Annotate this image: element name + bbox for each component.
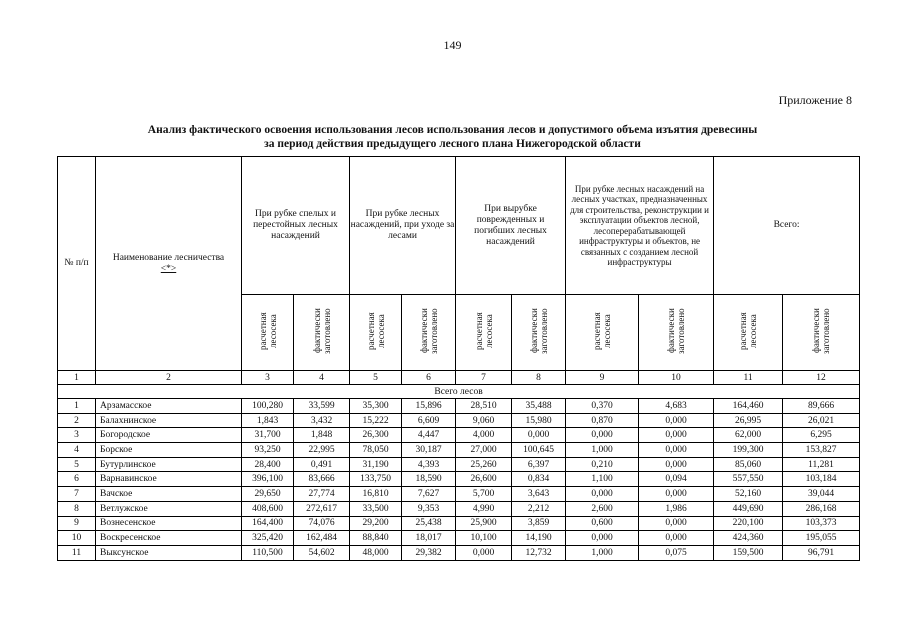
value-cell: 153,827 xyxy=(783,443,860,458)
value-cell: 6,397 xyxy=(512,457,566,472)
value-cell: 31,190 xyxy=(350,457,402,472)
value-cell: 85,060 xyxy=(714,457,783,472)
forest-analysis-table xyxy=(57,156,860,561)
value-cell: 110,500 xyxy=(242,545,294,560)
header-num: № п/п xyxy=(58,157,96,371)
column-number: 12 xyxy=(783,371,860,385)
value-cell: 78,050 xyxy=(350,443,402,458)
subheader-actual: фактически заготовлено xyxy=(294,295,350,371)
value-cell: 29,200 xyxy=(350,516,402,531)
value-cell: 1,000 xyxy=(566,545,639,560)
value-cell: 0,000 xyxy=(639,487,714,502)
value-cell: 35,488 xyxy=(512,399,566,414)
value-cell: 33,500 xyxy=(350,501,402,516)
table-row xyxy=(58,457,860,472)
table-row xyxy=(58,443,860,458)
table-row xyxy=(58,545,860,560)
value-cell: 15,222 xyxy=(350,413,402,428)
value-cell: 4,000 xyxy=(456,428,512,443)
value-cell: 0,094 xyxy=(639,472,714,487)
value-cell: 4,683 xyxy=(639,399,714,414)
value-cell: 16,810 xyxy=(350,487,402,502)
table-row xyxy=(58,501,860,516)
value-cell: 0,000 xyxy=(639,516,714,531)
value-cell: 83,666 xyxy=(294,472,350,487)
row-number-cell: 10 xyxy=(58,531,96,546)
row-number-cell: 4 xyxy=(58,443,96,458)
value-cell: 0,834 xyxy=(512,472,566,487)
value-cell: 0,000 xyxy=(566,487,639,502)
value-cell: 48,000 xyxy=(350,545,402,560)
column-number: 1 xyxy=(58,371,96,385)
value-cell: 0,370 xyxy=(566,399,639,414)
value-cell: 28,510 xyxy=(456,399,512,414)
value-cell: 7,627 xyxy=(402,487,456,502)
value-cell: 6,609 xyxy=(402,413,456,428)
value-cell: 3,859 xyxy=(512,516,566,531)
header-group-total: Всего: xyxy=(714,157,860,295)
header-group-1: При рубке спелых и перестойных лесных насаждений xyxy=(242,157,350,295)
subheader-actual: фактически заготовлено xyxy=(639,295,714,371)
row-number-cell: 11 xyxy=(58,545,96,560)
forestry-name-cell: Богородское xyxy=(96,428,242,443)
value-cell: 1,848 xyxy=(294,428,350,443)
value-cell: 10,100 xyxy=(456,531,512,546)
table-row xyxy=(58,399,860,414)
subheader-planned: расчетная лесосека xyxy=(350,295,402,371)
subheader-planned: расчетная лесосека xyxy=(566,295,639,371)
appendix-label: Приложение 8 xyxy=(778,93,852,107)
forestry-name-cell: Арзамасское xyxy=(96,399,242,414)
value-cell: 4,393 xyxy=(402,457,456,472)
header-group-2: При рубке лесных насаждений, при уходе за лесами xyxy=(350,157,456,295)
value-cell: 103,184 xyxy=(783,472,860,487)
value-cell: 0,075 xyxy=(639,545,714,560)
value-cell: 26,300 xyxy=(350,428,402,443)
value-cell: 33,599 xyxy=(294,399,350,414)
value-cell: 25,260 xyxy=(456,457,512,472)
header-name xyxy=(96,157,242,371)
value-cell: 557,550 xyxy=(714,472,783,487)
value-cell: 15,896 xyxy=(402,399,456,414)
value-cell: 29,650 xyxy=(242,487,294,502)
value-cell: 424,360 xyxy=(714,531,783,546)
value-cell: 0,870 xyxy=(566,413,639,428)
value-cell: 96,791 xyxy=(783,545,860,560)
title-line-1: Анализ фактического освоения использования лесов использования лесов и допустимого объема изъятия древесины xyxy=(147,124,758,136)
value-cell: 100,280 xyxy=(242,399,294,414)
value-cell: 133,750 xyxy=(350,472,402,487)
header-name-text: Наименование лесничества xyxy=(112,252,225,263)
table-row xyxy=(58,516,860,531)
row-number-cell: 7 xyxy=(58,487,96,502)
forestry-name-cell: Балахнинское xyxy=(96,413,242,428)
subheader-actual: фактически заготовлено xyxy=(512,295,566,371)
value-cell: 408,600 xyxy=(242,501,294,516)
header-name-note: <*> xyxy=(160,263,177,274)
value-cell: 0,000 xyxy=(639,413,714,428)
value-cell: 159,500 xyxy=(714,545,783,560)
value-cell: 272,617 xyxy=(294,501,350,516)
value-cell: 449,690 xyxy=(714,501,783,516)
value-cell: 28,400 xyxy=(242,457,294,472)
table-row xyxy=(58,487,860,502)
subheader-planned: расчетная лесосека xyxy=(242,295,294,371)
value-cell: 89,666 xyxy=(783,399,860,414)
value-cell: 0,600 xyxy=(566,516,639,531)
section-label: Всего лесов xyxy=(58,385,860,399)
value-cell: 1,843 xyxy=(242,413,294,428)
value-cell: 3,432 xyxy=(294,413,350,428)
forestry-name-cell: Бутурлинское xyxy=(96,457,242,472)
title-line-2: за период действия предыдущего лесного плана Нижегородской области xyxy=(264,138,641,150)
value-cell: 26,600 xyxy=(456,472,512,487)
value-cell: 195,055 xyxy=(783,531,860,546)
column-number: 4 xyxy=(294,371,350,385)
value-cell: 164,460 xyxy=(714,399,783,414)
value-cell: 18,590 xyxy=(402,472,456,487)
row-number-cell: 1 xyxy=(58,399,96,414)
column-number: 8 xyxy=(512,371,566,385)
value-cell: 0,000 xyxy=(639,428,714,443)
forestry-name-cell: Борское xyxy=(96,443,242,458)
column-number-row xyxy=(58,371,860,385)
row-number-cell: 3 xyxy=(58,428,96,443)
value-cell: 1,000 xyxy=(566,443,639,458)
table-row xyxy=(58,428,860,443)
value-cell: 164,400 xyxy=(242,516,294,531)
value-cell: 30,187 xyxy=(402,443,456,458)
value-cell: 396,100 xyxy=(242,472,294,487)
value-cell: 26,021 xyxy=(783,413,860,428)
subheader-planned: расчетная лесосека xyxy=(714,295,783,371)
value-cell: 5,700 xyxy=(456,487,512,502)
forestry-name-cell: Воскресенское xyxy=(96,531,242,546)
value-cell: 3,643 xyxy=(512,487,566,502)
value-cell: 25,438 xyxy=(402,516,456,531)
header-group-4: При рубке лесных насаждений на лесных участках, предназначенных для строительства, реконструкции и эксплуатации объектов лесной, лесоперерабатывающей инфраструктуры и объектов, не связанных с созданием лесной инфраструктуры xyxy=(566,157,714,295)
header-group-3: При вырубке поврежденных и погибших лесных насаждений xyxy=(456,157,566,295)
value-cell: 1,986 xyxy=(639,501,714,516)
value-cell: 22,995 xyxy=(294,443,350,458)
value-cell: 0,000 xyxy=(566,531,639,546)
value-cell: 0,000 xyxy=(512,428,566,443)
value-cell: 199,300 xyxy=(714,443,783,458)
value-cell: 162,484 xyxy=(294,531,350,546)
value-cell: 25,900 xyxy=(456,516,512,531)
value-cell: 1,100 xyxy=(566,472,639,487)
value-cell: 325,420 xyxy=(242,531,294,546)
subheader-actual: фактически заготовлено xyxy=(402,295,456,371)
column-number: 5 xyxy=(350,371,402,385)
value-cell: 39,044 xyxy=(783,487,860,502)
column-number: 9 xyxy=(566,371,639,385)
value-cell: 103,373 xyxy=(783,516,860,531)
value-cell: 29,382 xyxy=(402,545,456,560)
value-cell: 4,990 xyxy=(456,501,512,516)
value-cell: 0,000 xyxy=(639,457,714,472)
row-number-cell: 5 xyxy=(58,457,96,472)
value-cell: 27,000 xyxy=(456,443,512,458)
value-cell: 15,980 xyxy=(512,413,566,428)
value-cell: 35,300 xyxy=(350,399,402,414)
value-cell: 27,774 xyxy=(294,487,350,502)
column-number: 11 xyxy=(714,371,783,385)
forestry-name-cell: Вознесенское xyxy=(96,516,242,531)
value-cell: 31,700 xyxy=(242,428,294,443)
row-number-cell: 2 xyxy=(58,413,96,428)
value-cell: 4,447 xyxy=(402,428,456,443)
value-cell: 220,100 xyxy=(714,516,783,531)
row-number-cell: 8 xyxy=(58,501,96,516)
page-number: 149 xyxy=(443,38,462,52)
table-row xyxy=(58,472,860,487)
value-cell: 0,210 xyxy=(566,457,639,472)
document-title xyxy=(0,123,905,151)
value-cell: 18,017 xyxy=(402,531,456,546)
value-cell: 11,281 xyxy=(783,457,860,472)
value-cell: 2,600 xyxy=(566,501,639,516)
value-cell: 62,000 xyxy=(714,428,783,443)
section-row xyxy=(58,385,860,399)
table-row xyxy=(58,531,860,546)
forestry-name-cell: Ветлужское xyxy=(96,501,242,516)
column-number: 7 xyxy=(456,371,512,385)
subheader-actual: фактически заготовлено xyxy=(783,295,860,371)
value-cell: 286,168 xyxy=(783,501,860,516)
table-row xyxy=(58,413,860,428)
value-cell: 9,353 xyxy=(402,501,456,516)
value-cell: 74,076 xyxy=(294,516,350,531)
value-cell: 12,732 xyxy=(512,545,566,560)
value-cell: 6,295 xyxy=(783,428,860,443)
value-cell: 26,995 xyxy=(714,413,783,428)
column-number: 3 xyxy=(242,371,294,385)
row-number-cell: 6 xyxy=(58,472,96,487)
column-number: 10 xyxy=(639,371,714,385)
value-cell: 88,840 xyxy=(350,531,402,546)
forestry-name-cell: Выксунское xyxy=(96,545,242,560)
value-cell: 9,060 xyxy=(456,413,512,428)
value-cell: 2,212 xyxy=(512,501,566,516)
value-cell: 0,000 xyxy=(639,443,714,458)
value-cell: 14,190 xyxy=(512,531,566,546)
value-cell: 100,645 xyxy=(512,443,566,458)
subheader-planned: расчетная лесосека xyxy=(456,295,512,371)
value-cell: 0,000 xyxy=(456,545,512,560)
value-cell: 0,000 xyxy=(566,428,639,443)
column-number: 2 xyxy=(96,371,242,385)
value-cell: 52,160 xyxy=(714,487,783,502)
row-number-cell: 9 xyxy=(58,516,96,531)
forestry-name-cell: Вачское xyxy=(96,487,242,502)
value-cell: 0,491 xyxy=(294,457,350,472)
forestry-name-cell: Варнавинское xyxy=(96,472,242,487)
value-cell: 54,602 xyxy=(294,545,350,560)
column-number: 6 xyxy=(402,371,456,385)
value-cell: 93,250 xyxy=(242,443,294,458)
value-cell: 0,000 xyxy=(639,531,714,546)
